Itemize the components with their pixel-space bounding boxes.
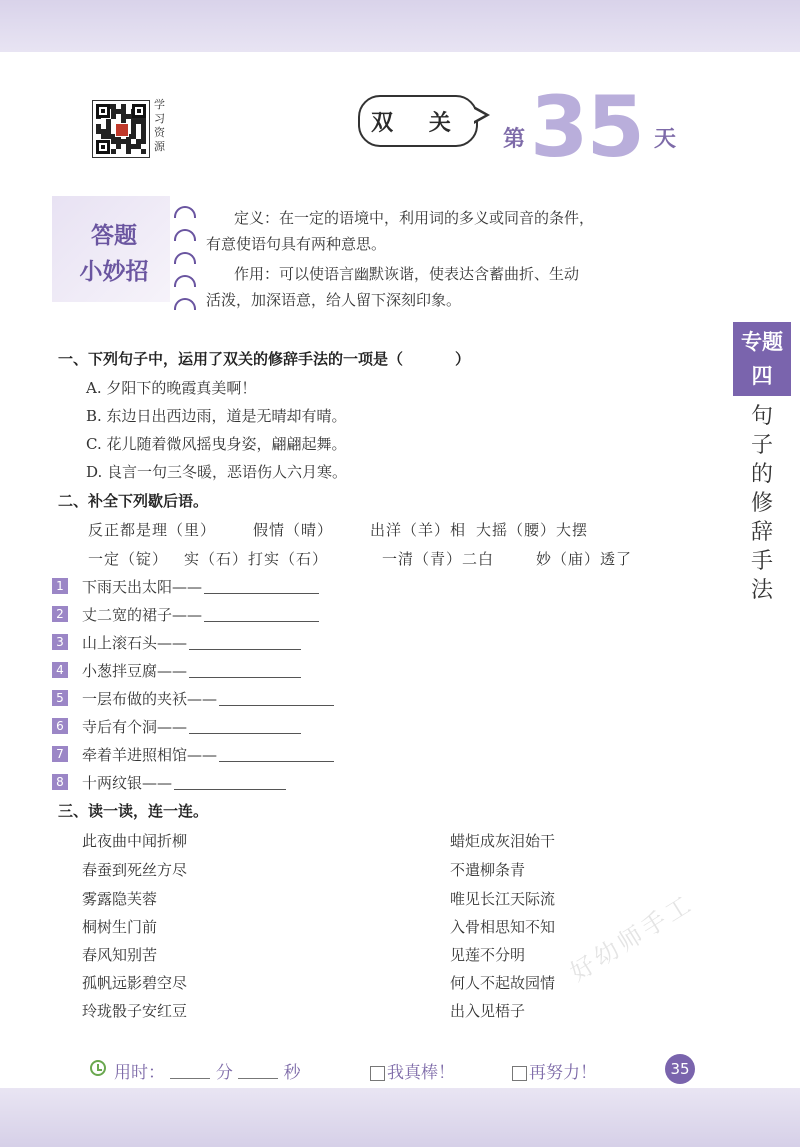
answer-line[interactable] xyxy=(189,649,301,650)
topic-name xyxy=(748,402,776,605)
fill-item-text: 寺后有个洞—— xyxy=(82,718,188,736)
great-label: 我真棒！ xyxy=(387,1063,455,1083)
option-d: D. 良言一句三冬暖，恶语伤人六月寒。 xyxy=(86,463,348,481)
qr-logo xyxy=(115,123,129,137)
word-bank-item: 一定（锭） xyxy=(88,550,169,568)
topic-char: 句 xyxy=(750,404,773,429)
option-b: B. 东边日出西边雨，道是无晴却有晴。 xyxy=(86,407,347,425)
answer-line[interactable] xyxy=(189,677,301,678)
qr-code-icon[interactable] xyxy=(92,100,150,158)
option-a: A. 夕阳下的晚霞真美啊！ xyxy=(86,379,257,397)
word-bank-item: 实（石）打实（石） xyxy=(184,550,329,568)
definition-line2: 有意使语句具有两种意思。 xyxy=(206,235,387,253)
great-option[interactable] xyxy=(370,1058,455,1083)
fill-item xyxy=(82,772,286,793)
answer-line[interactable] xyxy=(219,705,334,706)
word-bank-item: 反正都是理（里） xyxy=(88,521,217,539)
match-left-item[interactable]: 此夜曲中闻折柳 xyxy=(82,832,188,850)
lesson-title: 双 关 xyxy=(358,95,478,147)
match-right-item[interactable]: 出入见梧子 xyxy=(450,1002,526,1020)
effect-line1: 作用：可以使语言幽默诙谐，使表达含蓄曲折、生动 xyxy=(234,265,580,283)
item-number: 6 xyxy=(52,718,68,734)
question1-close: ） xyxy=(455,350,471,368)
match-right-item[interactable]: 蜡炬成灰泪始干 xyxy=(450,832,556,850)
minute-label: 分 xyxy=(215,1063,233,1083)
minute-blank[interactable] xyxy=(170,1078,210,1079)
day-prefix: 第 xyxy=(503,126,526,152)
arc-icon xyxy=(174,206,196,218)
topic-char: 辞 xyxy=(750,520,773,545)
qr-finder-mark xyxy=(96,140,110,154)
question2-heading: 二、补全下列歇后语。 xyxy=(58,492,209,510)
definition-line1: 定义：在一定的语境中，利用词的多义或同音的条件， xyxy=(234,209,595,227)
fill-item xyxy=(82,716,301,737)
qr-finder-mark xyxy=(132,104,146,118)
fill-item xyxy=(82,632,301,653)
fill-item xyxy=(82,688,334,709)
word-bank-item: 假情（晴） xyxy=(253,521,334,539)
topic-char: 手 xyxy=(750,549,773,574)
match-left-item[interactable]: 春风知别苦 xyxy=(82,946,158,964)
qr-module xyxy=(141,149,146,154)
topic-char: 的 xyxy=(750,462,773,487)
item-number: 8 xyxy=(52,774,68,790)
answer-line[interactable] xyxy=(219,761,334,762)
arc-icon xyxy=(174,229,196,241)
qr-finder-mark xyxy=(96,104,110,118)
time-record xyxy=(114,1058,301,1083)
try-again-label: 再努力！ xyxy=(529,1063,597,1083)
answer-line[interactable] xyxy=(189,733,301,734)
item-number: 2 xyxy=(52,606,68,622)
match-left-item[interactable]: 雾露隐芙蓉 xyxy=(82,890,158,908)
answer-line[interactable] xyxy=(174,789,286,790)
watermark: 好幼师手工 xyxy=(565,888,699,987)
fill-item xyxy=(82,744,334,765)
item-number: 7 xyxy=(52,746,68,762)
match-right-item[interactable]: 唯见长江天际流 xyxy=(450,890,556,908)
speech-tail-inner xyxy=(474,109,485,121)
item-number: 1 xyxy=(52,578,68,594)
fill-item xyxy=(82,604,319,625)
topic-char: 修 xyxy=(750,491,773,516)
match-right-item[interactable]: 何人不起故园情 xyxy=(450,974,556,992)
effect-line2: 活泼，加深语意，给人留下深刻印象。 xyxy=(206,291,462,309)
match-left-item[interactable]: 玲珑骰子安红豆 xyxy=(82,1002,188,1020)
bottom-band xyxy=(0,1088,800,1147)
fill-item-text: 牵着羊进照相馆—— xyxy=(82,746,218,764)
tips-label-line1: 答题 xyxy=(91,222,137,249)
word-bank-item: 一清（青）二白 xyxy=(382,550,495,568)
question1-heading xyxy=(58,348,470,369)
item-number: 5 xyxy=(52,690,68,706)
match-left-item[interactable]: 桐树生门前 xyxy=(82,918,158,936)
try-again-option[interactable] xyxy=(512,1058,597,1083)
match-left-item[interactable]: 春蚕到死丝方尽 xyxy=(82,861,188,879)
arc-icon xyxy=(174,298,196,310)
fill-item-text: 十两纹银—— xyxy=(82,774,173,792)
page-number: 35 xyxy=(665,1054,695,1084)
topic-tab-line2: 四 xyxy=(751,363,773,388)
word-bank-item: 大摇（腰）大摆 xyxy=(476,521,589,539)
arc-icon xyxy=(174,275,196,287)
word-bank-item: 出洋（羊）相 xyxy=(370,521,467,539)
item-number: 3 xyxy=(52,634,68,650)
time-label: 用时： xyxy=(114,1063,165,1083)
question3-heading: 三、读一读，连一连。 xyxy=(58,802,209,820)
item-number: 4 xyxy=(52,662,68,678)
match-left-item[interactable]: 孤帆远影碧空尽 xyxy=(82,974,188,992)
fill-item-text: 丈二宽的裙子—— xyxy=(82,606,203,624)
second-blank[interactable] xyxy=(238,1078,278,1079)
fill-item-text: 山上滚石头—— xyxy=(82,634,188,652)
topic-char: 法 xyxy=(750,578,773,603)
match-right-item[interactable]: 不遣柳条青 xyxy=(450,861,526,879)
clock-icon xyxy=(90,1060,106,1076)
match-right-item[interactable]: 见莲不分明 xyxy=(450,946,526,964)
word-bank-item: 妙（庙）透了 xyxy=(536,550,633,568)
option-c: C. 花儿随着微风摇曳身姿，翩翩起舞。 xyxy=(86,435,347,453)
fill-item-text: 小葱拌豆腐—— xyxy=(82,662,188,680)
topic-tab xyxy=(733,322,791,396)
tips-label-line2: 小妙招 xyxy=(79,258,149,285)
question1-text: 一、下列句子中，运用了双关的修辞手法的一项是（ xyxy=(58,350,404,368)
great-checkbox[interactable] xyxy=(370,1066,385,1081)
fill-item xyxy=(82,576,319,597)
fill-item-text: 下雨天出太阳—— xyxy=(82,578,203,596)
second-label: 秒 xyxy=(283,1063,301,1083)
fill-item-text: 一层布做的夹袄—— xyxy=(82,690,218,708)
arc-icon xyxy=(174,252,196,264)
topic-char: 子 xyxy=(750,433,773,458)
topic-tab-line1: 专题 xyxy=(741,329,783,354)
day-suffix: 天 xyxy=(654,126,677,152)
fill-item xyxy=(82,660,301,681)
try-again-checkbox[interactable] xyxy=(512,1066,527,1081)
qr-label: 学习资源 xyxy=(154,98,165,153)
answer-line[interactable] xyxy=(204,621,319,622)
answer-line[interactable] xyxy=(204,593,319,594)
top-band xyxy=(0,0,800,52)
tips-label xyxy=(66,218,162,290)
day-number: 35 xyxy=(530,78,643,176)
match-right-item[interactable]: 入骨相思知不知 xyxy=(450,918,556,936)
